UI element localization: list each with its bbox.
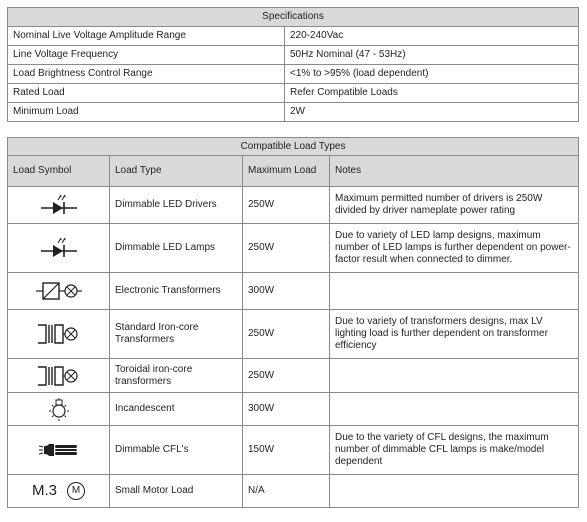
notes [330,393,579,426]
load-type: Dimmable CFL's [110,426,243,475]
table-row [8,273,579,310]
table-row [8,310,579,359]
spec-label: Nominal Live Voltage Amplitude Range [8,27,285,46]
load-type: Toroidal iron-core transformers [110,359,243,393]
header-maximum-load: Maximum Load [243,156,330,187]
spec-value: Refer Compatible Loads [285,84,579,103]
table-row [8,426,579,475]
spec-value: 2W [285,103,579,122]
spec-value: 50Hz Nominal (47 - 53Hz) [285,46,579,65]
notes: Due to variety of LED lamp designs, maximum number of LED lamps is further dependent on power-factor result when connected to dimmer. [330,224,579,273]
iron-core-transformer-icon [34,321,84,347]
notes [330,273,579,310]
spec-label: Minimum Load [8,103,285,122]
compatible-loads-title: Compatible Load Types [8,138,579,156]
load-type: Dimmable LED Lamps [110,224,243,273]
spec-label: Load Brightness Control Range [8,65,285,84]
table-row [8,103,579,122]
load-type: Standard Iron-core Transformers [110,310,243,359]
specifications-title: Specifications [8,8,579,27]
cfl-icon [37,439,81,461]
header-load-type: Load Type [110,156,243,187]
motor-icon [8,482,109,500]
table-row [8,187,579,224]
electronic-transformer-icon [34,278,84,304]
notes [330,475,579,508]
table-row [8,27,579,46]
notes: Maximum permitted number of drivers is 250W divided by driver nameplate power rating [330,187,579,224]
table-row [8,84,579,103]
max-load: 250W [243,187,330,224]
led-lamp-icon [39,236,79,260]
spec-label: Rated Load [8,84,285,103]
table-row [8,359,579,393]
header-load-symbol: Load Symbol [8,156,110,187]
load-type: Electronic Transformers [110,273,243,310]
max-load: 250W [243,310,330,359]
max-load: 150W [243,426,330,475]
notes: Due to the variety of CFL designs, the maximum number of dimmable CFL lamps is make/model dependent [330,426,579,475]
motor-symbol-circle: M [67,482,85,500]
specifications-table [7,7,579,122]
led-driver-icon [39,193,79,217]
table-row [8,224,579,273]
incandescent-icon [44,396,74,422]
table-row [8,46,579,65]
notes: Due to variety of transformers designs, max LV lighting load is further dependent on transformer efficiency [330,310,579,359]
max-load: 300W [243,393,330,426]
spec-value: <1% to >95% (load dependent) [285,65,579,84]
max-load: 250W [243,359,330,393]
table-row [8,393,579,426]
load-type: Small Motor Load [110,475,243,508]
notes [330,359,579,393]
motor-symbol-text: M.3 [31,482,57,499]
table-row [8,65,579,84]
table-row [8,475,579,508]
spec-label: Line Voltage Frequency [8,46,285,65]
spec-value: 220-240Vac [285,27,579,46]
compatible-loads-table [7,137,579,508]
column-headers [8,156,579,187]
max-load: 250W [243,224,330,273]
max-load: N/A [243,475,330,508]
load-type: Dimmable LED Drivers [110,187,243,224]
load-type: Incandescent [110,393,243,426]
toroidal-transformer-icon [34,363,84,389]
header-notes: Notes [330,156,579,187]
max-load: 300W [243,273,330,310]
